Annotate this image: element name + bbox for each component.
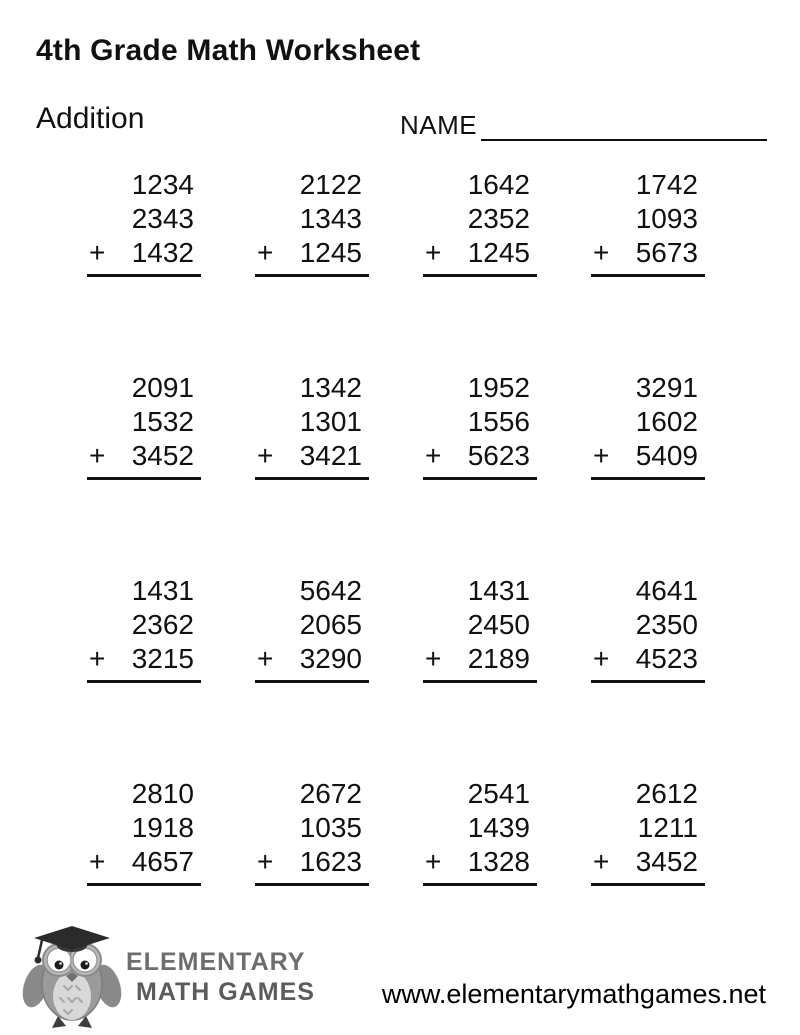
addition-problem: [423, 168, 537, 371]
addend-value: 2350: [635, 609, 698, 640]
addition-problem: [87, 168, 201, 371]
addend-value: 3452: [131, 440, 194, 471]
plus-operator: +: [89, 846, 106, 877]
addend-value: 1439: [467, 812, 530, 843]
addend-value: 1343: [299, 203, 362, 234]
addition-problem: [423, 371, 537, 574]
answer-space: [423, 277, 537, 317]
logo-text-line1: ELEMENTARY: [126, 948, 306, 976]
addend-value: 2612: [635, 778, 698, 809]
answer-space: [87, 683, 201, 723]
addend-value: 1234: [131, 169, 194, 200]
operator-row: [423, 236, 537, 277]
addend-value: 1742: [635, 169, 698, 200]
plus-operator: +: [425, 440, 442, 471]
operator-row: [423, 439, 537, 480]
worksheet-topic: Addition: [36, 102, 145, 135]
addend-value: 1532: [131, 406, 194, 437]
addend-value: 3215: [131, 643, 194, 674]
addend-value: 5642: [299, 575, 362, 606]
logo-text: [126, 948, 315, 1007]
addend-value: 1918: [131, 812, 194, 843]
answer-space: [255, 480, 369, 520]
answer-space: [255, 277, 369, 317]
page-title: 4th Grade Math Worksheet: [36, 34, 421, 67]
addend-value: 2189: [467, 643, 530, 674]
answer-space: [255, 683, 369, 723]
plus-operator: +: [89, 643, 106, 674]
plus-operator: +: [257, 846, 274, 877]
addend-value: 1328: [467, 846, 530, 877]
addend-value: 1431: [467, 575, 530, 606]
addition-problem: [87, 574, 201, 777]
answer-space: [591, 480, 705, 520]
addition-problem: [423, 777, 537, 980]
addend-value: 5673: [635, 237, 698, 268]
answer-space: [87, 480, 201, 520]
answer-space: [423, 480, 537, 520]
addend-value: 3421: [299, 440, 362, 471]
addend-value: 1245: [299, 237, 362, 268]
name-label: NAME: [400, 110, 478, 140]
operator-row: [591, 642, 705, 683]
addend-value: 5623: [467, 440, 530, 471]
addend-value: 1301: [299, 406, 362, 437]
addition-problem: [591, 371, 705, 574]
answer-space: [87, 886, 201, 926]
addend-value: 2541: [467, 778, 530, 809]
name-row: [400, 110, 767, 141]
addend-value: 2672: [299, 778, 362, 809]
plus-operator: +: [257, 643, 274, 674]
addend-value: 1245: [467, 237, 530, 268]
addend-value: 1556: [467, 406, 530, 437]
addend-value: 1432: [131, 237, 194, 268]
addend-value: 1035: [299, 812, 362, 843]
addend-value: 2122: [299, 169, 362, 200]
logo-text-line2: MATH GAMES: [136, 978, 315, 1006]
addition-problem: [87, 371, 201, 574]
addend-value: 1623: [299, 846, 362, 877]
plus-operator: +: [425, 643, 442, 674]
operator-row: [255, 642, 369, 683]
answer-space: [87, 277, 201, 317]
addition-problem: [255, 574, 369, 777]
addition-problem: [591, 168, 705, 371]
answer-space: [423, 886, 537, 926]
addend-value: 1642: [467, 169, 530, 200]
addend-value: 1211: [637, 812, 698, 843]
addend-value: 4523: [635, 643, 698, 674]
addend-value: 3291: [635, 372, 698, 403]
addend-value: 1431: [131, 575, 194, 606]
addend-value: 3452: [635, 846, 698, 877]
addend-value: 2352: [467, 203, 530, 234]
operator-row: [87, 439, 201, 480]
answer-space: [255, 886, 369, 926]
name-blank-line: [481, 113, 767, 141]
plus-operator: +: [89, 237, 106, 268]
logo: [20, 924, 315, 1030]
plus-operator: +: [593, 440, 610, 471]
answer-space: [591, 277, 705, 317]
addend-value: 4641: [635, 575, 698, 606]
operator-row: [591, 236, 705, 277]
operator-row: [591, 845, 705, 886]
addend-value: 2362: [131, 609, 194, 640]
plus-operator: +: [593, 643, 610, 674]
addition-problem: [591, 574, 705, 777]
operator-row: [87, 845, 201, 886]
operator-row: [591, 439, 705, 480]
operator-row: [255, 236, 369, 277]
answer-space: [591, 886, 705, 926]
operator-row: [87, 642, 201, 683]
addend-value: 1952: [467, 372, 530, 403]
website-url: www.elementarymathgames.net: [381, 979, 766, 1009]
operator-row: [423, 642, 537, 683]
plus-operator: +: [257, 440, 274, 471]
addend-value: 3290: [299, 643, 362, 674]
operator-row: [255, 845, 369, 886]
addend-value: 5409: [635, 440, 698, 471]
addition-problem: [591, 777, 705, 980]
addend-value: 2065: [299, 609, 362, 640]
addition-problem: [255, 168, 369, 371]
plus-operator: +: [593, 237, 610, 268]
plus-operator: +: [593, 846, 610, 877]
answer-space: [591, 683, 705, 723]
addition-problem: [255, 371, 369, 574]
addend-value: 2091: [131, 372, 194, 403]
operator-row: [87, 236, 201, 277]
addend-value: 2450: [467, 609, 530, 640]
addend-value: 4657: [131, 846, 194, 877]
addend-value: 1342: [299, 372, 362, 403]
problems-grid: [60, 168, 732, 980]
addend-value: 2810: [131, 778, 194, 809]
plus-operator: +: [425, 846, 442, 877]
addition-problem: [423, 574, 537, 777]
owl-graduate-icon: [20, 924, 124, 1030]
answer-space: [423, 683, 537, 723]
addend-value: 1602: [635, 406, 698, 437]
operator-row: [423, 845, 537, 886]
plus-operator: +: [425, 237, 442, 268]
addend-value: 1093: [635, 203, 698, 234]
plus-operator: +: [89, 440, 106, 471]
plus-operator: +: [257, 237, 274, 268]
addend-value: 2343: [131, 203, 194, 234]
operator-row: [255, 439, 369, 480]
